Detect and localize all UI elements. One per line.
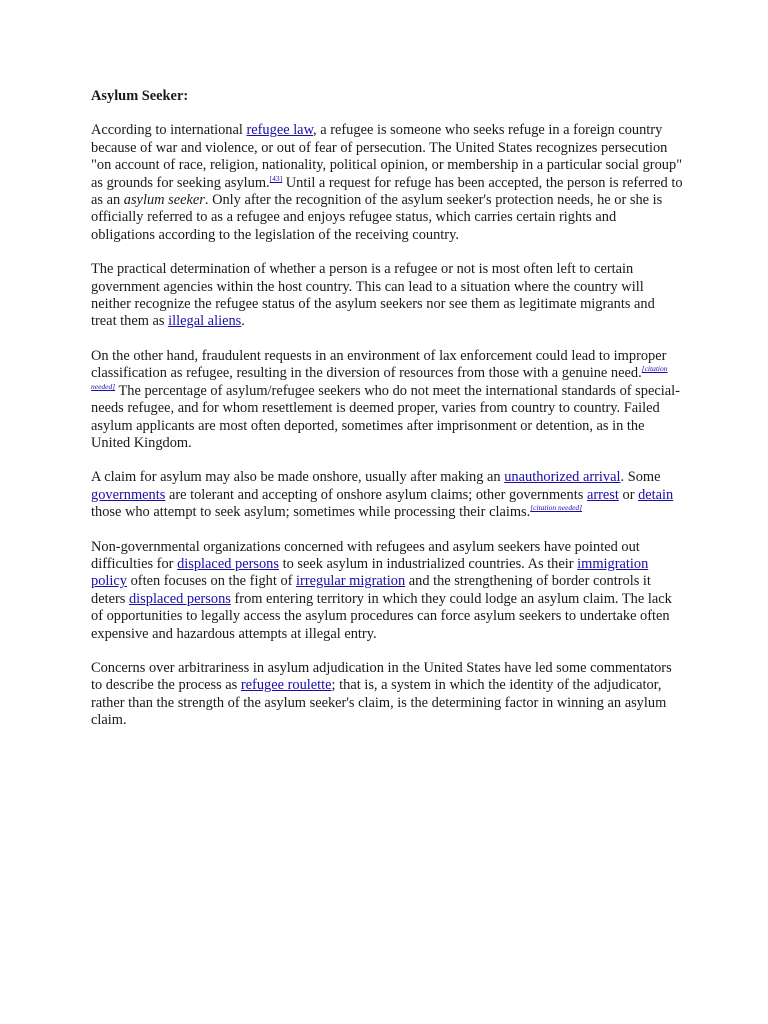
paragraph-6: [91, 660, 683, 730]
citation-needed[interactable]: [530, 503, 582, 512]
emphasis-asylum-seeker: asylum seeker: [123, 192, 205, 209]
link-governments[interactable]: governments: [91, 486, 166, 503]
link-irregular-migration[interactable]: irregular migration: [296, 573, 406, 590]
link-displaced-persons[interactable]: displaced persons: [128, 590, 231, 607]
link-refugee-law[interactable]: refugee law: [246, 122, 314, 139]
link-refugee-roulette[interactable]: refugee roulette: [240, 677, 332, 694]
paragraph-3: [91, 348, 683, 452]
paragraph-text: ; that is, a system in which the identity of the adjudicator, rather than the strength of the asylum seeker's claim, is the determining factor in winning an asylum claim.: [91, 677, 667, 729]
citation-needed-link[interactable]: [citation needed]: [91, 364, 668, 391]
paragraph-text: . Some: [620, 469, 661, 486]
link-displaced-persons[interactable]: displaced persons: [177, 555, 279, 572]
link-unauthorized-arrival[interactable]: unauthorized arrival: [504, 469, 621, 486]
link-immigration-policy[interactable]: immigration policy: [91, 555, 649, 590]
paragraph-text: The practical determination of whether a person is a refugee or not is most often left to certain government agencies within the host country. This can lead to a situation where the country will neither recognize the refugee status of the asylum seekers nor see them as legitimate migrants and treat them as: [91, 261, 655, 330]
page-title: Asylum Seeker:: [91, 88, 189, 104]
paragraph-text: to seek asylum in industrialized countries. As their: [278, 555, 578, 572]
paragraph-1: [91, 122, 683, 244]
paragraph-text: Non-governmental organizations concerned with refugees and asylum seekers have pointed out difficulties for: [91, 538, 640, 572]
citation-needed-link[interactable]: [citation needed]: [530, 503, 583, 513]
paragraph-text: .: [241, 313, 245, 330]
paragraph-text: from entering territory in which they could lodge an asylum claim. The lack of opportunities to legally access the asylum procedures can force asylum seekers to undertake often expensive and hazardous attempts at illegal entry.: [91, 590, 672, 642]
paragraph-text: . Only after the recognition of the asylum seeker's protection needs, he or she is officially referred to as a refugee and enjoys refugee status, which carries certain rights and obligations according to the legislation of the receiving country.: [91, 192, 663, 243]
reference-43[interactable]: [270, 174, 283, 183]
paragraph-2: [91, 261, 683, 331]
paragraph-text: According to international: [91, 122, 247, 139]
document-body: [91, 88, 683, 747]
paragraph-text: or: [618, 486, 639, 503]
paragraph-4: [91, 469, 683, 521]
paragraph-text: those who attempt to seek asylum; sometimes while processing their claims.: [91, 504, 531, 521]
paragraph-text: The percentage of asylum/refugee seekers who do not meet the international standards of special-needs refugee, and for whom resettlement is deemed proper, varies from country to country. Failed asylum applicants are most often deported, sometimes after imprisonment or detention, as in the United Kingdom.: [91, 382, 680, 451]
paragraph-text: Concerns over arbitrariness in asylum adjudication in the United States have led some commentators to describe the process as: [91, 659, 672, 694]
paragraph-text: are tolerant and accepting of onshore asylum claims; other governments: [165, 486, 587, 503]
reference-link[interactable]: [43]: [269, 173, 283, 183]
paragraph-5: [91, 539, 683, 643]
link-illegal-aliens[interactable]: illegal aliens: [168, 313, 242, 330]
paragraph-text: Until a request for refuge has been accepted, the person is referred to as an: [91, 174, 683, 209]
link-arrest[interactable]: arrest: [586, 486, 619, 503]
paragraph-text: On the other hand, fraudulent requests in an environment of lax enforcement could lead to improper classification as refugee, resulting in the diversion of resources from those with a genuine need.: [91, 347, 667, 382]
paragraph-text: A claim for asylum may also be made onshore, usually after making an: [91, 469, 505, 486]
link-detain[interactable]: detain: [638, 486, 674, 503]
paragraph-text: and the strengthening of border controls it deters: [91, 573, 651, 607]
paragraph-text: often focuses on the fight of: [126, 573, 297, 590]
paragraph-text: , a refugee is someone who seeks refuge in a foreign country because of war and violence, or out of fear of persecution. The United States recognizes persecution "on account of race, religion, nationality, political opinion, or membership in a particular social group" as grounds for seeking asylum.: [91, 122, 683, 191]
